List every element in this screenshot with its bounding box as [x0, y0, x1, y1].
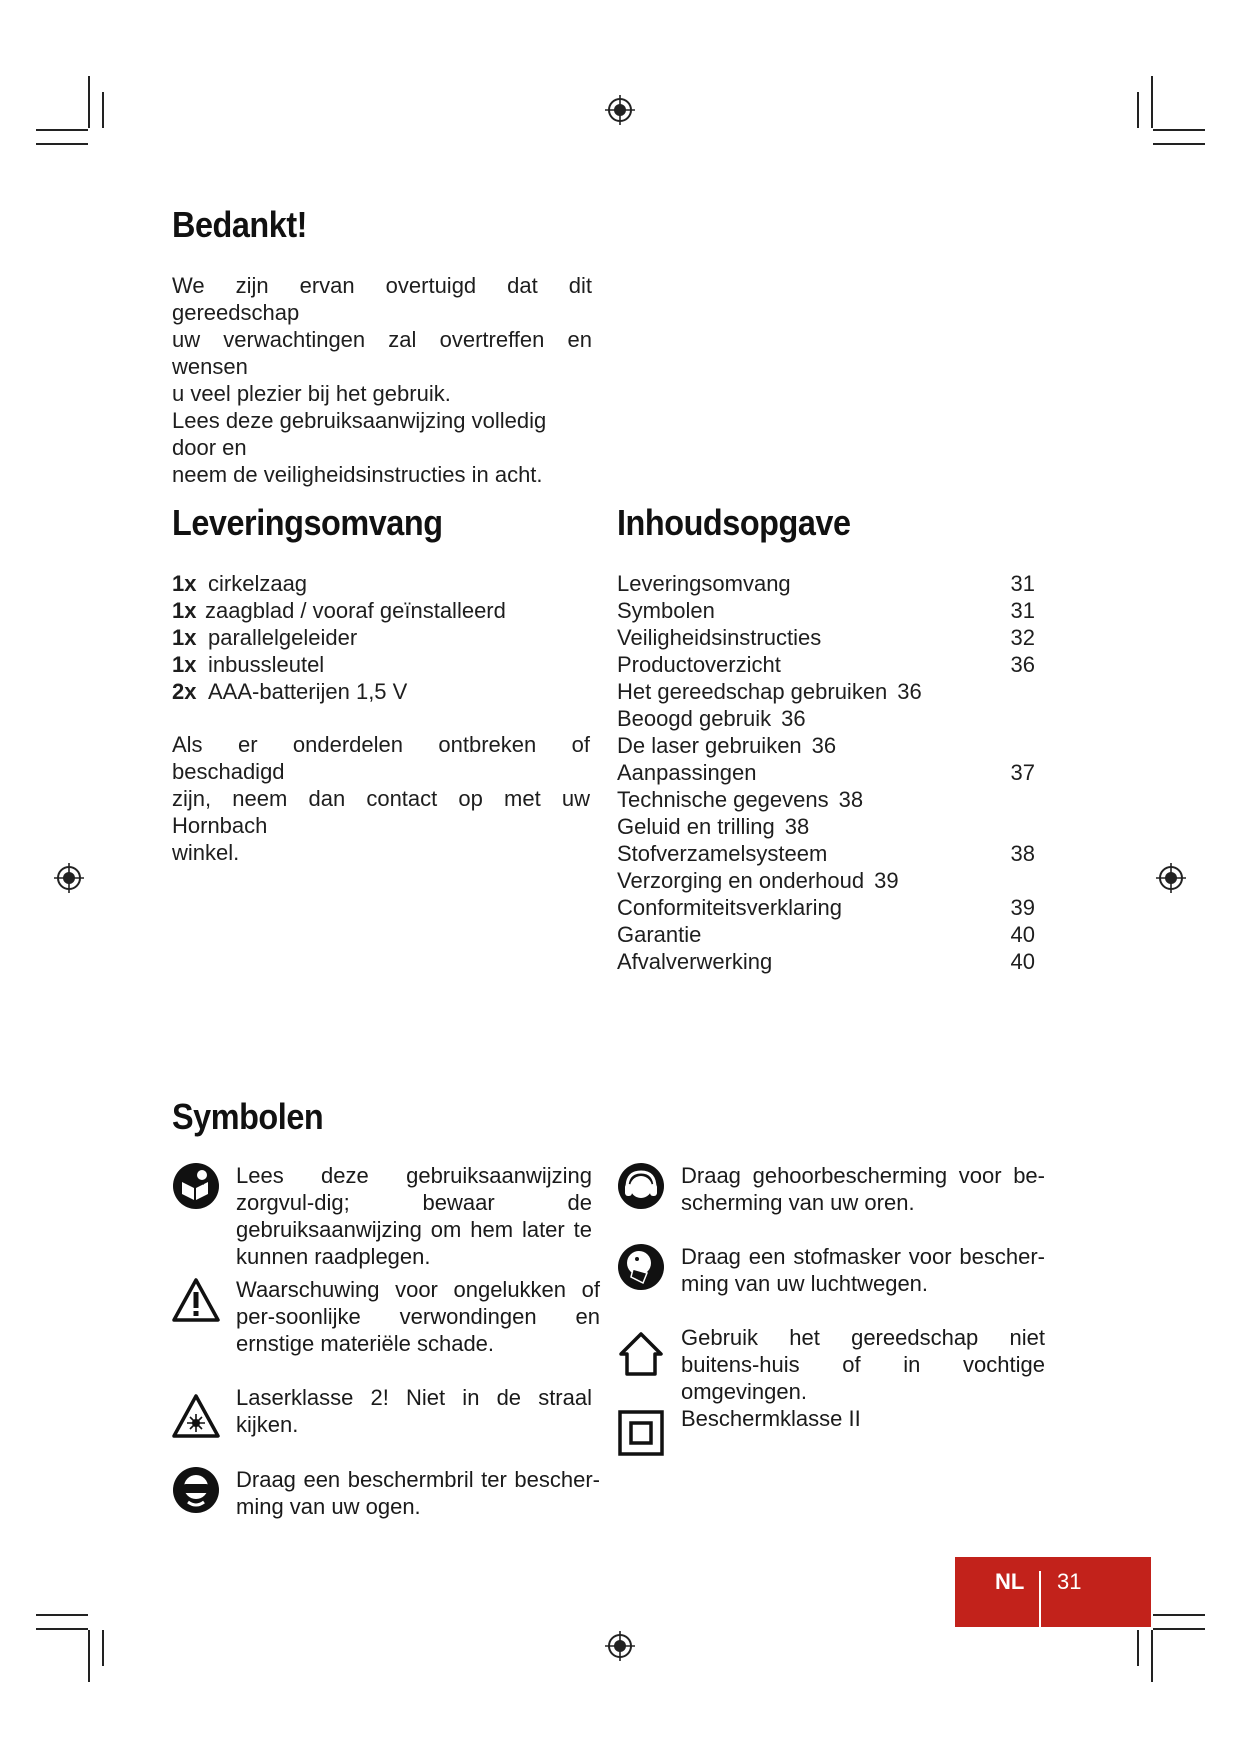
list-item	[172, 624, 592, 651]
delivery-qty: 1x	[172, 571, 197, 596]
symbol-row	[617, 1324, 1045, 1405]
toc-entry[interactable]	[617, 570, 1035, 597]
warning-icon	[172, 1276, 220, 1324]
toc-entry-label: Afvalverwerking	[617, 949, 773, 974]
registration-mark-bottom-icon	[605, 1631, 635, 1661]
list-item	[172, 570, 592, 597]
toc-entry-page: 38	[1010, 841, 1035, 866]
symbols-title: Symbolen	[172, 1096, 324, 1137]
toc-entry-page: 37	[1010, 760, 1035, 785]
delivery-title: Leveringsomvang	[172, 502, 443, 543]
toc-entry[interactable]	[617, 678, 1035, 705]
toc-entry-page: 38	[838, 787, 864, 812]
delivery-note-line: Als er onderdelen ontbreken of beschadigd	[172, 732, 590, 784]
symbol-row	[172, 1162, 592, 1270]
toc-entry-label: Garantie	[617, 922, 702, 947]
delivery-item: parallelgeleider	[208, 625, 358, 650]
thanks-line: neem de veiligheidsinstructies in acht.	[172, 462, 543, 487]
toc-entry-label: Geluid en trilling	[617, 814, 775, 839]
toc-entry-label: Veiligheidsinstructies	[617, 625, 822, 650]
toc-entry-label: Stofverzamelsysteem	[617, 841, 828, 866]
symbol-description: Draag een stofmasker voor bescher-ming van uw luchtwegen.	[681, 1244, 1045, 1296]
toc-entry-label: Beoogd gebruik	[617, 706, 772, 731]
toc-entry-label: Leveringsomvang	[617, 571, 791, 596]
delivery-item: inbussleutel	[208, 652, 325, 677]
thanks-title: Bedankt!	[172, 204, 308, 245]
toc-entry[interactable]	[617, 759, 1035, 786]
symbol-row	[172, 1384, 592, 1440]
toc-entry-page: 36	[897, 679, 922, 704]
thanks-text	[172, 272, 592, 488]
delivery-qty: 1x	[172, 598, 197, 623]
toc-entry[interactable]	[617, 813, 1035, 840]
toc-entry-page: 38	[784, 814, 810, 839]
protection-class-ii-icon	[617, 1409, 665, 1457]
toc-entry-label: Het gereedschap gebruiken	[617, 679, 888, 704]
delivery-note-line: zijn, neem dan contact op met uw Hornbach	[172, 786, 590, 838]
safety-goggles-icon	[172, 1466, 220, 1514]
toc-entry[interactable]	[617, 705, 1035, 732]
delivery-list	[172, 570, 592, 705]
symbol-row	[617, 1162, 1045, 1216]
symbol-description: Laserklasse 2! Niet in de straal kijken.	[236, 1385, 592, 1437]
toc-entry-label: Verzorging en onderhoud	[617, 868, 865, 893]
toc-entry[interactable]	[617, 840, 1035, 867]
laser-warning-icon	[172, 1392, 220, 1440]
toc-entry-page: 40	[1010, 949, 1035, 974]
delivery-note-line: winkel.	[172, 840, 240, 865]
toc-entry[interactable]	[617, 597, 1035, 624]
indoor-use-icon	[617, 1330, 665, 1378]
toc-entry-page: 39	[1010, 895, 1035, 920]
delivery-note	[172, 731, 590, 866]
toc-entry[interactable]	[617, 894, 1035, 921]
toc-entry[interactable]	[617, 651, 1035, 678]
toc-list	[617, 570, 1035, 975]
toc-entry-page: 36	[781, 706, 806, 731]
toc-entry-label: Aanpassingen	[617, 760, 757, 785]
toc-entry[interactable]	[617, 624, 1035, 651]
delivery-item: cirkelzaag	[208, 571, 308, 596]
toc-entry-page: 36	[811, 733, 837, 758]
toc-entry-page: 39	[874, 868, 899, 893]
toc-entry[interactable]	[617, 921, 1035, 948]
read-manual-icon	[172, 1162, 220, 1210]
list-item	[172, 597, 592, 624]
toc-entry-label: De laser gebruiken	[617, 733, 802, 758]
thanks-line: uw verwachtingen zal overtreffen en wensen	[172, 327, 592, 379]
delivery-item: AAA-batterijen 1,5 V	[208, 679, 408, 704]
toc-entry-page: 36	[1010, 652, 1035, 677]
symbol-description: Gebruik het gereedschap niet buitens-huis of in vochtige omgevingen.	[681, 1325, 1045, 1404]
dust-mask-icon	[617, 1243, 665, 1291]
delivery-qty: 1x	[172, 652, 197, 677]
registration-mark-left-icon	[54, 863, 84, 893]
toc-entry-label: Productoverzicht	[617, 652, 781, 677]
symbol-description: Waarschuwing voor ongelukken of per-soonlijke verwondingen en ernstige materiële schade.	[236, 1277, 600, 1356]
toc-entry-page: 32	[1010, 625, 1035, 650]
ear-protection-icon	[617, 1162, 665, 1210]
toc-title: Inhoudsopgave	[617, 502, 851, 543]
thanks-line: u veel plezier bij het gebruik.	[172, 381, 451, 406]
symbol-description: Lees deze gebruiksaanwijzing zorgvul-dig; bewaar de gebruiksaanwijzing om hem later te kunnen raadplegen.	[236, 1163, 592, 1269]
delivery-qty: 2x	[172, 679, 197, 704]
delivery-qty: 1x	[172, 625, 197, 650]
toc-entry-page: 40	[1010, 922, 1035, 947]
symbol-row	[617, 1243, 1045, 1297]
footer-divider	[1039, 1571, 1041, 1627]
symbol-row	[617, 1405, 1045, 1457]
toc-entry-page: 31	[1010, 571, 1035, 596]
language-code: NL	[995, 1569, 1025, 1594]
thanks-line: Lees deze gebruiksaanwijzing volledig door en	[172, 408, 547, 460]
registration-mark-right-icon	[1156, 863, 1186, 893]
toc-entry[interactable]	[617, 867, 1035, 894]
symbol-description: Draag gehoorbescherming voor be-scherming van uw oren.	[681, 1163, 1045, 1215]
thanks-line: We zijn ervan overtuigd dat dit gereedschap	[172, 273, 592, 325]
toc-entry[interactable]	[617, 786, 1035, 813]
toc-entry-label: Technische gegevens	[617, 787, 829, 812]
toc-entry-page: 31	[1010, 598, 1035, 623]
symbol-description: Beschermklasse II	[681, 1406, 861, 1431]
symbol-row	[172, 1466, 600, 1520]
delivery-item: zaagblad / vooraf geïnstalleerd	[205, 598, 506, 623]
toc-entry-label: Conformiteitsverklaring	[617, 895, 842, 920]
list-item	[172, 678, 592, 705]
toc-entry-label: Symbolen	[617, 598, 715, 623]
symbol-row	[172, 1276, 600, 1357]
page-footer-badge	[955, 1557, 1151, 1627]
list-item	[172, 651, 592, 678]
toc-entry[interactable]	[617, 948, 1035, 975]
symbol-description: Draag een beschermbril ter bescher-ming van uw ogen.	[236, 1467, 600, 1519]
registration-mark-top-icon	[605, 95, 635, 125]
page-number: 31	[1057, 1569, 1082, 1594]
toc-entry[interactable]	[617, 732, 1035, 759]
